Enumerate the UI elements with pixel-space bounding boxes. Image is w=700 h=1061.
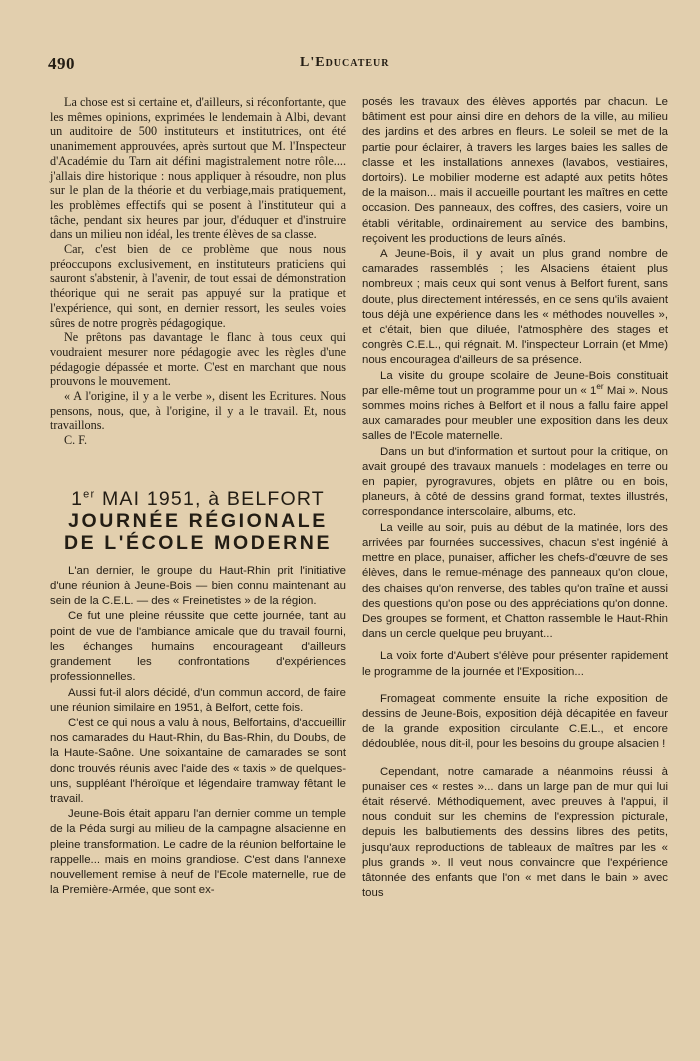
headline-date (50, 488, 346, 510)
article-paragraph: Jeune-Bois était apparu l'an dernier comme un temple de la Péda surgi au milieu de la campagne alsacienne en pleine transformation. Le cadre de la réunion belfortaine le rappelle... mais en moins grandiose. C'est dans l'annexe nouvellement remise à neuf de l'Ecole maternelle, rue de la Première-Armée, que sont ex- (50, 808, 346, 897)
right-column (362, 95, 668, 901)
article-paragraph: posés les travaux des élèves apportés par chacun. Le bâtiment est pour ainsi dire en dehors de la ville, au milieu des jardins et des arbres en fleurs. Le soleil se met de la partie pour éclairer, à travers les larges baies les salles de classe et les installations annexes (lavabos, vestiaires, dortoirs). Le mobilier moderne est adapté aux petits hôtes de la maison... mais il accueille pourtant les maîtres en cette occasion. Des panneaux, des coffres, des casiers, voire un établi véritable, ordinairement au service des bambins, reçoivent les productions de leurs aînés. (362, 96, 668, 245)
editorial-text (50, 95, 346, 448)
article-paragraph: La veille au soir, puis au début de la matinée, lors des arrivées par fournées successives, chacun s'est ingénié à mettre en place, punaiser, afficher les chefs-d'œuvre de ses élèves, dans le remue-ménage des panneaux qu'on cloue, des chaises qu'on renverse, des tables qu'on traîne et aussi des questions qu'on pose ou des appréciations qu'on donne. Des groupes se forment, et Chatton rassemble le Haut-Rhin dans un cercle quelque peu bruyant... (362, 521, 668, 641)
article-paragraph: Fromageat commente ensuite la riche exposition de dessins de Jeune-Bois, exposition déjà décapitée en faveur de la grande exposition circulante C.E.L., et encore dédoublée, nous dit-il, pour les besoins du groupe alsacien ! (362, 692, 668, 751)
left-column (50, 95, 346, 898)
headline-date-sup: er (83, 488, 96, 501)
article-paragraph: Cependant, notre camarade a néanmoins réussi à punaiser ces « restes »... dans un large pan de mur qui lui était réservé. Méthodiquement, avec preuves à l'appui, il nous conduit sur les chemins de l'expression picturale, depuis les balbutiements des dessins libres des petits, jusqu'aux reproductions de tableaux de maîtres par les « plus grands ». Il veut nous convaincre que l'expérience tâtonnée des enfants que l'on « met dans le bain » avec tous (362, 765, 668, 900)
article-text: La visite du groupe scolaire de Jeune-Bois constituait par elle-même tout un programme pour un « 1 (362, 369, 668, 397)
article-paragraph (362, 369, 668, 445)
headline-date-rest: MAI 1951, à BELFORT (101, 487, 325, 510)
editorial-paragraph: Car, c'est bien de ce problème que nous nous préoccupons exclusivement, en instituteurs praticiens qui sauront s'abstenir, à l'avenir, de tout essai de démonstration théorique qui ne serait pas appuyé sur la pratique et l'expérience, qui sont, en dernier ressort, les seules voies sûres de notre progrès pédagogique. (50, 242, 346, 330)
article-text: Mai ». Nous sommes moins riches à Belfort et il nous a fallu faire appel aux camarades pour meubler une exposition dans les deux salles de l'Ecole maternelle. (362, 384, 668, 443)
article-paragraph: La voix forte d'Aubert s'élève pour présenter rapidement le programme de la journée et l'Exposition... (362, 650, 668, 678)
article-paragraph: Aussi fut-il alors décidé, d'un commun accord, de faire une réunion similaire en 1951, à Belfort, cette fois. (50, 686, 346, 714)
article-headline (50, 488, 346, 554)
headline-line-2: DE L'ÉCOLE MODERNE (63, 531, 333, 554)
page-number: 490 (48, 54, 75, 73)
article-paragraph: A Jeune-Bois, il y avait un plus grand nombre de camarades rassemblés ; les Alsaciens étaient plus nombreux ; mais ceux qui sont venus à Belfort furent, sans doute, plus directement intéressés, en ce sens qu'ils avaient tous déjà une expérience dans les « méthodes nouvelles », et c'était, bien que diluée, l'atmosphère des stages et congrès C.E.L., qui régnait. M. l'inspecteur Lorrain (et Mme) nous encouragea d'ailleurs de sa présence. (362, 248, 668, 367)
article-paragraph: Ce fut une pleine réussite que cette journée, tant au point de vue de l'ambiance amicale que du travail fourni, les échanges humains encourageant d'ailleurs grandement les confrontations d'expériences professionnelles. (50, 610, 346, 684)
article-paragraph: C'est ce qui nous a valu à nous, Belfortains, d'accueillir nos camarades du Haut-Rhin, du Bas-Rhin, du Doubs, de la Haute-Saône. Une soixantaine de camarades se sont donc trouvés réunis avec l'aide des « taxis » de quelques-uns, suppléant l'héroïque et légendaire tramway fêtant le travail. (50, 716, 346, 805)
article-paragraph: Dans un but d'information et surtout pour la critique, on avait groupé des travaux manuels : modelages en terre ou en papier, pyrogravures, objets en plâtre ou en bois, planeurs, à côté de dessins grand format, textes illustrés, correspondance interscolaire, albums, etc. (362, 445, 668, 519)
editorial-paragraph: « A l'origine, il y a le verbe », disent les Ecritures. Nous pensons, nous, que, à l'origine, il y a le travail. Et, nous travaillons. (50, 389, 346, 433)
article-body-left (50, 564, 346, 898)
editorial-paragraph: La chose est si certaine et, d'ailleurs, si réconfortante, que les mêmes opinions, exprimées le lendemain à Albi, devant un auditoire de 500 instituteurs et institutrices, ont été unanimement approuvées, après surtout que M. l'Inspecteur d'Académie du Tarn ait défini magistralement notre rôle.... j'allais dire historique : nous appliquer à résoudre, non plus sur le plan de la théorie et du verbiage,mais pratiquement, les problèmes effectifs qui se posent à l'instituteur qui a tâche, pendant six heures par jour, d'éduquer et d'instruire dans un milieu non idéal, les trente élèves de sa classe. (50, 95, 346, 242)
headline-date-prefix: 1 (71, 487, 84, 510)
article-paragraph: L'an dernier, le groupe du Haut-Rhin prit l'initiative d'une réunion à Jeune-Bois — bien connu maintenant au sein de la C.E.L. — des « Freinetistes » de la région. (50, 564, 346, 608)
editorial-signature: C. F. (64, 433, 88, 448)
ordinal-sup: er (596, 382, 604, 392)
editorial-paragraph: Ne prêtons pas davantage le flanc à tous ceux qui voudraient mesurer nore pédagogie avec les règles d'une pédagogie dépassée et morte. C'est en marchant que nous prouvons le mouvement. (50, 330, 346, 389)
headline-line-1: JOURNÉE RÉGIONALE (68, 509, 328, 532)
running-title: L'Educateur (300, 55, 390, 70)
